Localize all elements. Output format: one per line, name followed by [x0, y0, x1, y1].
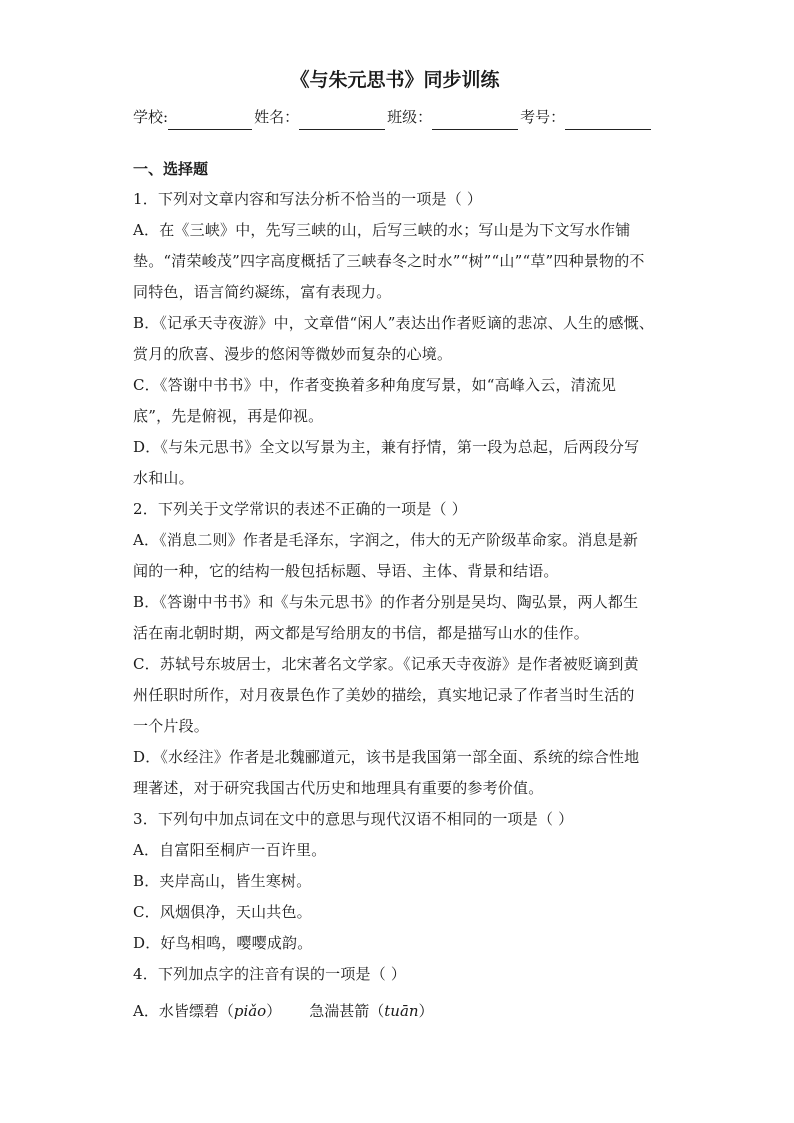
q2-stem: 2．下列关于文学常识的表述不正确的一项是（ ）	[133, 500, 467, 518]
document-title: 《与朱元思书》同步训练	[290, 69, 500, 91]
q2-option-d-line1: D．《水经注》作者是北魏郦道元，该书是我国第一部全面、系统的综合性地	[133, 748, 640, 766]
school-blank[interactable]	[168, 110, 252, 130]
class-blank[interactable]	[432, 110, 518, 130]
name-blank[interactable]	[299, 110, 385, 130]
q1-option-c-line2: 底”，先是俯视，再是仰视。	[133, 407, 324, 425]
q4-option-a-prefix: A．水皆缥碧（	[133, 1002, 234, 1020]
q4-option-a2-prefix: 急湍甚箭（	[309, 1002, 385, 1020]
school-label: 学校:	[133, 108, 169, 126]
q4-option-a2-suffix: ）	[418, 1002, 434, 1020]
q2-option-c-line2: 州任职时所作，对月夜景色作了美妙的描绘，真实地记录了作者当时生活的	[133, 686, 635, 704]
exam-no-label: 考号：	[520, 108, 566, 126]
q3-option-c: C．风烟俱净，天山共色。	[133, 903, 312, 921]
q1-option-a-line3: 同特色，语言简约凝练，富有表现力。	[133, 283, 392, 301]
q3-option-a: A．自富阳至桐庐一百许里。	[133, 841, 327, 859]
q1-option-b-line2: 赏月的欣喜、漫步的悠闲等微妙而复杂的心境。	[133, 345, 453, 363]
q2-option-a-line1: A．《消息二则》作者是毛泽东，字润之，伟大的无产阶级革命家。消息是新	[133, 531, 639, 549]
q2-option-c-line3: 一个片段。	[133, 717, 210, 735]
question-body	[133, 184, 665, 1027]
q1-option-a-line1: A．在《三峡》中，先写三峡的山，后写三峡的水；写山是为下文写水作铺	[133, 221, 631, 239]
q2-option-b-line1: B．《答谢中书书》和《与朱元思书》的作者分别是吴均、陶弘景，两人都生	[133, 593, 639, 611]
q1-stem: 1．下列对文章内容和写法分析不恰当的一项是（ ）	[133, 190, 483, 208]
q4-option-a-pinyin: piǎo	[233, 1002, 267, 1020]
q1-option-b-line1: B．《记承天寺夜游》中，文章借“闲人”表达出作者贬谪的悲凉、人生的感慨、	[133, 314, 655, 332]
q1-option-d-line2: 水和山。	[133, 469, 194, 487]
class-label: 班级：	[387, 108, 433, 126]
q4-stem: 4．下列加点字的注音有误的一项是（ ）	[133, 965, 407, 983]
q4-option-a2-pinyin: tuān	[384, 1002, 419, 1020]
q3-option-d: D．好鸟相鸣，嘤嘤成韵。	[133, 934, 313, 952]
name-label: 姓名：	[254, 108, 300, 126]
q4-option-a-suffix: ）	[266, 1002, 282, 1020]
q3-option-b: B．夹岸高山，皆生寒树。	[133, 872, 312, 890]
q2-option-d-line2: 理著述，对于研究我国古代历史和地理具有重要的参考价值。	[133, 779, 544, 797]
student-info-row	[133, 104, 665, 130]
section-heading: 一、选择题	[133, 160, 209, 178]
q4-option-a-row	[133, 996, 665, 1027]
q1-option-c-line1: C．《答谢中书书》中，作者变换着多种角度写景，如“高峰入云，清流见	[133, 376, 617, 394]
q2-option-c-line1: C．苏轼号东坡居士，北宋著名文学家。《记承天寺夜游》是作者被贬谪到黄	[133, 655, 639, 673]
q1-option-d-line1: D．《与朱元思书》全文以写景为主，兼有抒情，第一段为总起，后两段分写	[133, 438, 640, 456]
q1-option-a-line2: 垫。“清荣峻茂”四字高度概括了三峡春冬之时水”“树”“山”“草”四种景物的不	[133, 252, 645, 270]
q3-stem: 3．下列句中加点词在文中的意思与现代汉语不相同的一项是（ ）	[133, 810, 574, 828]
document-page	[133, 62, 665, 1027]
q2-option-b-line2: 活在南北朝时期，两文都是写给朋友的书信，都是描写山水的佳作。	[133, 624, 590, 642]
q2-option-a-line2: 闻的一种，它的结构一般包括标题、导语、主体、背景和结语。	[133, 562, 559, 580]
exam-no-blank[interactable]	[565, 110, 651, 130]
